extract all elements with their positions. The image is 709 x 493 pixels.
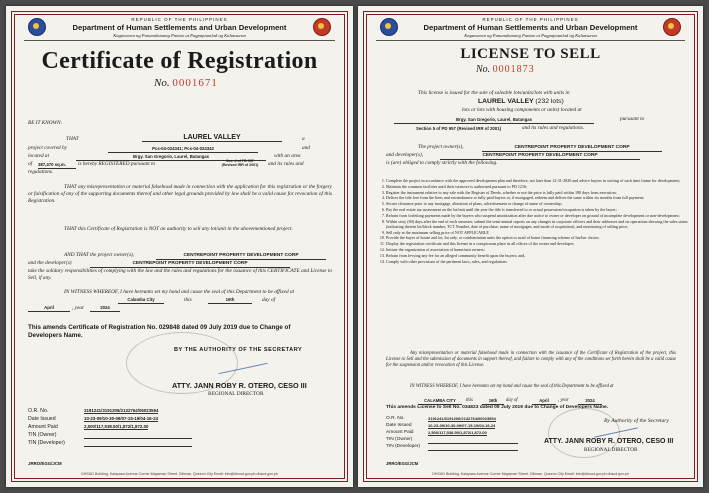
condition-item: 11. Display the registration certificate and this license in a conspicuous place in all offices of the owner and developer; [386,241,703,246]
certificate-of-registration-document [6,6,353,487]
condition-item: 9. Sell only at the maximum selling price of NOT APPLICABLE [386,230,703,235]
affixed-city: CALAMBA CITY [418,397,462,405]
lot-count: (232 lots) [535,98,564,105]
and-developer-label: and the developer(s) [28,260,72,266]
tin-owner-label: TIN (Owner) [386,437,413,442]
amount-paid-label: Amount Paid [386,430,414,435]
tin-developer-label: TIN (Developer) [386,444,421,449]
conditions-list [368,178,703,264]
project-name [478,98,564,105]
condition-item: 13. Refrain from levying any fee for an alleged community benefit upon the buyers; and, [386,253,703,258]
signatory-position: REGIONAL DIRECTOR [584,447,638,453]
misrepresentation-paragraph: THAT any misrepresentation or material falsehood made in connection with the application for this registration or the forgery or falsification of any of the supporting documents thereof and other legal grounds provided by law shall be a valid cause for revocation of this Registration. [28,184,332,205]
condition-item: 6. Pay the real estate tax assessment on the lot/unit until the year the title is transferred to or actual possession/occupation is taken by the buyer; [386,207,703,212]
license-number-value: 0001873 [492,64,535,75]
condition-item: 7. Refrain from forfeiting payments made by the buyers who suspend amortization after due notice to owner or developer on ground of incomplete development or non-development; [386,213,703,218]
project-name: LAUREL VALLEY [142,134,282,142]
agency-name: Department of Human Settlements and Urban Development [72,23,287,32]
day-of-label: day of [262,297,276,303]
project-developer: CENTREPOINT PROPERTY DEVELOPMENT CORP [90,260,290,268]
this-label: this [184,297,192,303]
footer-address: DHSUD Building, Kalayaan Avenue Corner Mayaman Street, Diliman, Quezon City Email: info@dhsud.gov.ph dhsud.gov.ph [81,472,278,476]
signatory-name: ATTY. JANN ROBY R. OTERO, CESO III [172,381,307,390]
this-label: this [466,398,473,403]
signatory-position: REGIONAL DIRECTOR [208,391,264,397]
project-area: 387,470 sq.m. [38,161,76,169]
pursuant-to-label: pursuant to [620,116,645,122]
condition-item: 10. Provide the buyer of house and lot, lot only, or condominium units the option to avail of home financing scheme of his/her choice; [386,235,703,240]
project-covered-by-label: project covered by [28,145,68,151]
misrepresentation-paragraph: Any misrepresentation or material falsehood made in connection with the issuance of the Certificate of Registration of the project, this License to Sell and the submission of documents in support thereof, and failure to comply with any of the conditions set forth herein shall be a valid cause for the suspension and/or revocation of this License. [386,351,676,369]
republic-header: REPUBLIC OF THE PHILIPPINES [482,17,579,22]
or-number-label: O.R. No. [386,416,405,421]
or-number-value: 3191241/3191206/2132764/06023554 [84,408,159,413]
project-developer: CENTREPOINT PROPERTY DEVELOPMENT CORP [440,152,640,160]
hereby-registered-text: is hereby REGISTERED pursuant to [78,161,156,167]
certificate-number-value: 0001671 [172,77,218,89]
legal-section: Sec. 4 of PD 957 (Revised IRR of 2001) [221,159,259,168]
certificate-number [154,77,218,89]
date-issued-label: Date Issued [386,423,412,428]
that-label: THAT [66,136,79,142]
developer-label: and developer(s), [386,152,424,158]
condition-item: 14. Comply with other provisions of the pertinent laws, rules, and regulations. [386,259,703,264]
reference-initials: JRRO/EGG/JCM [386,461,419,466]
condition-item: 8. Within sixty (60) days after the end of each semester, submit the semi-annual reports on any changes in corporate officers and their addresses and on operations showing the sales status (indicating therein lot/block number, TCT Number, date of purchase, name of mortgagee, and mode of acquisition), and monitoring of selling price; [386,219,703,230]
amount-paid-label: Amount Paid [28,424,58,430]
issue-day: 16th [208,296,252,304]
affixed-city: Calamba City [118,296,164,304]
project-owner: CENTREPOINT PROPERTY DEVELOPMENT CORP [156,252,326,260]
date-issued-value: 10-23-09/10-30-09/07-15-19/04-16-24 [428,423,496,428]
amendment-note: This amends Certificate of Registration No. 029848 dated 09 July 2019 due to Change of Developers Name. [28,324,291,340]
issue-year: 2024 [578,397,602,405]
issue-month: April [532,397,556,405]
agency-name: Department of Human Settlements and Urban Development [423,23,638,32]
condition-item: 5. Secure clearance prior to any mortgage, alteration of plans, advertisement or change of name of ownership; [386,201,703,206]
license-to-sell-document [358,6,703,487]
year-label: , year [558,398,569,403]
witness-paragraph: IN WITNESS WHEREOF, I have hereunto set my hand and cause the seal of this Department to be affixed at [410,384,614,389]
license-number-label: No. [476,64,491,75]
footer-address: DHSUD Building, Kalayaan Avenue Corner Mayaman Street, Diliman, Quezon City Email: info@dhsud.gov.ph dhsud.gov.ph [432,472,629,476]
pcs-numbers: Pcs-04-024341; Pcs-04-024342 [108,145,258,153]
project-owner: CENTREPOINT PROPERTY DEVELOPMENT CORP [482,144,662,152]
condition-item: 1. Complete the project in accordance with the approved development plan and therefore, not later than 12-31-2020 and advice buyers in writing of such time frame for development; [386,178,703,183]
project-location: Brgy. San Gregorio, Laurel, Batangas [76,153,266,161]
tin-owner-label: TIN (Owner) [28,432,57,438]
obliged-text: is (are) obliged to comply strictly with the following. [386,160,498,166]
date-issued-label: Date Issued [28,416,56,422]
project-location: Brgy. San Gregorio, Laurel, Batangas [394,116,594,124]
and-that-owner-label: AND THAT the project owner(s), [64,252,134,258]
reference-initials: JRRO/EGG/JCM [28,461,62,466]
project-name-value: LAUREL VALLEY [478,98,534,105]
issue-day: 16th [482,397,504,405]
by-authority-label: BY THE AUTHORITY OF THE SECRETARY [174,347,303,353]
tin-owner-line [84,438,192,439]
or-number-value: 3191241/3191206/2132764/06023554 [428,416,496,421]
owner-label: The project owner(s), [418,144,464,150]
issue-year: 2024 [90,304,120,312]
condition-item: 3. Register the instrument relative to any sale with the Register of Deeds, whether or not the price is fully paid within 180 days from execution; [386,190,703,195]
rules-regulations-label: and its rules and regulations. [522,125,585,131]
not-authority-paragraph: THAT this Certificate of Registration is NOT an authority to sell any lot/unit in the abovementioned project. [64,226,293,232]
year-label: , year [72,305,85,311]
article-a: a [302,136,305,142]
republic-header: REPUBLIC OF THE PHILIPPINES [131,17,228,22]
signatory-name: ATTY. JANN ROBY R. OTERO, CESO III [544,438,674,445]
issue-month: April [28,304,70,312]
condition-item: 12. Initiate the organization of association of home/unit owners; [386,247,703,252]
agency-tagline: Kagawaran ng Pananahanang Pantao at Pagpapaunlad ng Kalunsuran [464,33,597,38]
license-title: LICENSE TO SELL [460,46,601,62]
tin-owner-line [428,443,518,444]
witness-paragraph: IN WITNESS WHEREOF, I have hereunto set my hand and cause the seal of this Department to be affixed at [64,289,295,295]
date-issued-value: 10-23-09/10-30-09/07-15-19/04-16-24 [84,416,158,421]
condition-item: 2. Maintain the common facilities until their turnover is authorized pursuant to PD 1216; [386,184,703,189]
certificate-number-label: No. [154,77,170,89]
and-its-rules-label: and its rules and [268,161,304,167]
license-number [476,64,535,75]
condition-item: 4. Deliver the title free from the liens and encumbrance to fully paid buyers or, if mortgaged, redeem and deliver the same within six months from full payment; [386,195,703,200]
located-at-label: located at [28,153,50,159]
license-intro: This license is issued for the sale of saleable lots/units/lots with units in [418,90,570,96]
day-of-label: day of [506,398,518,403]
or-number-label: O.R. No. [28,408,49,414]
header-divider [24,40,335,41]
amendment-note: This amends License to Sell No. 034823 dated 09 July 2019 due to Change of Developers Name. [386,405,609,410]
amount-paid-value: 2,500/117,538.50/1,872/1,872.00 [428,430,487,435]
tin-developer-label: TIN (Developer) [28,440,65,446]
legal-section: Section 5 of PD 957 (Revised IRR of 2001) [416,126,502,131]
of-label: of [28,161,33,167]
by-authority-label: By Authority of the Secretary [604,418,669,424]
solidary-responsibility-paragraph: take the solidary responsibilities of complying with the law and the rules and regulations for the issuance of this CERTIFICATE and License to Sell, if any. [28,268,332,282]
with-an-area-label: with an area [274,153,301,159]
be-it-known: BE IT KNOWN: [28,120,63,126]
tin-developer-line [428,450,518,451]
amount-paid-value: 2,500/117,538.50/1,872/1,872.00 [84,424,149,429]
lots-located-at-text: lots or lots with housing components or units) located at [462,107,582,113]
and-label: and [302,145,310,151]
tin-developer-line [84,446,192,447]
regulations-label: regulations. [28,169,54,175]
agency-tagline: Kagawaran ng Pananahanang Pantao at Pagpapaunlad ng Kalunsuran [113,33,246,38]
certificate-title: Certificate of Registration [41,48,318,74]
header-divider [376,40,685,41]
